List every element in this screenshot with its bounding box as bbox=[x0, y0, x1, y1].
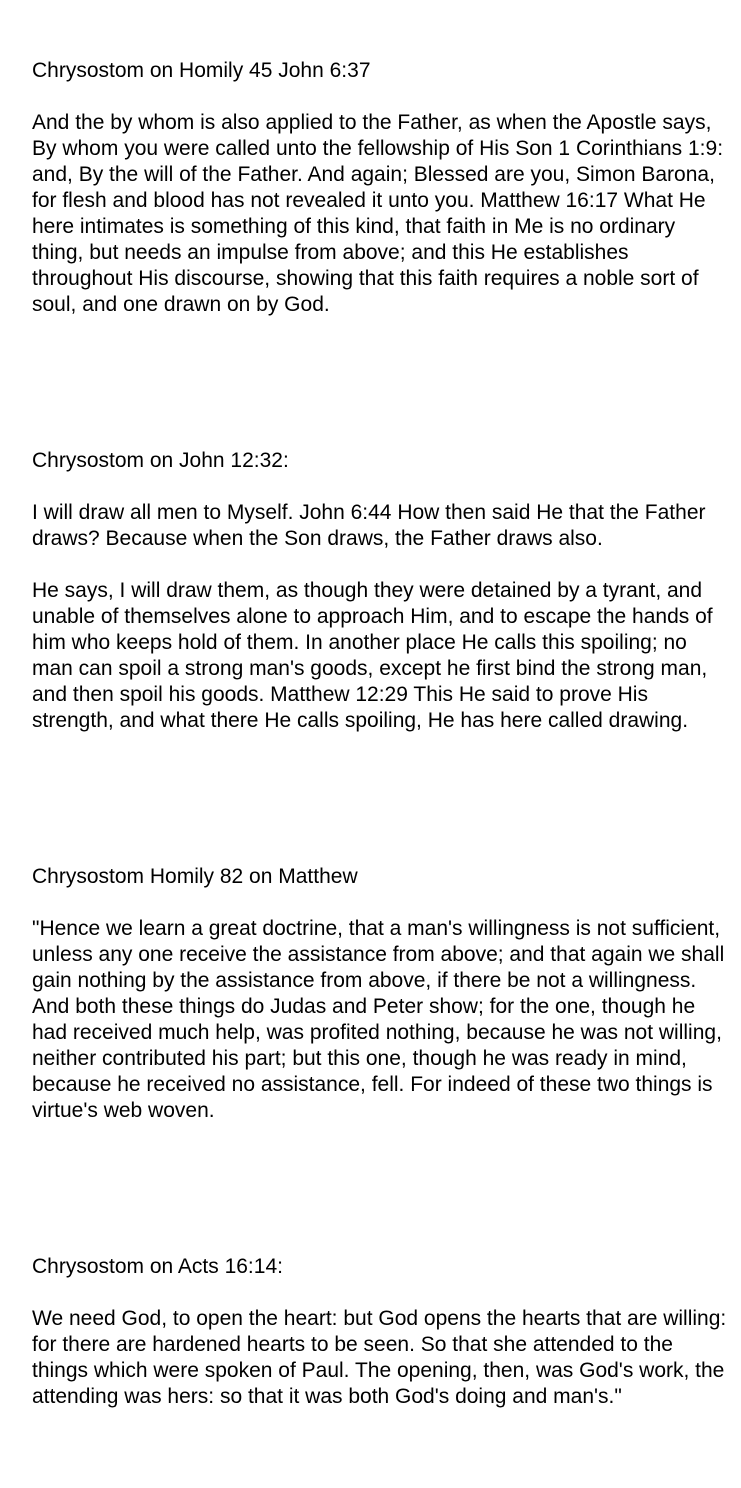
section-heading: Chrysostom on Acts 16:14: bbox=[32, 1255, 283, 1278]
document-body bbox=[32, 6, 727, 1488]
section-homily-82-matthew bbox=[32, 838, 727, 1150]
paragraph: He says, I will draw them, as though they were detained by a tyrant, and unable of themselves alone to approach Him, and to escape the hands of him who keeps hold of them. In another place He calls this spoiling; no man can spoil a strong man's goods, except he first bind the strong man, and then spoil his goods. Matthew 12:29 This He said to prove His strength, and what there He calls spoiling, He has here called drawing. bbox=[32, 579, 713, 732]
paragraph: We need God, to open the heart: but God opens the hearts that are willing: for there are hardened hearts to be seen. So that she attended to the things which were spoken of Paul. The opening, then, was God's work, the attending was hers: so that it was both God's doing and man's." bbox=[32, 1307, 727, 1408]
paragraph: And the by whom is also applied to the Father, as when the Apostle says, By whom you were called unto the fellowship of His Son 1 Corinthians 1:9: and, By the will of the Father. And again; Blessed are you, Simon Barona, for flesh and blood has not revealed it unto you. Matthew 16:17 What He here intimates is something of this kind, that faith in Me is no ordinary thing, but needs an impulse from above; and this He establishes throughout His discourse, showing that this faith requires a noble sort of soul, and one drawn on by God. bbox=[32, 111, 724, 316]
section-heading: Chrysostom on John 12:32: bbox=[32, 449, 289, 472]
section-homily-45-john bbox=[32, 32, 727, 344]
section-heading: Chrysostom Homily 82 on Matthew bbox=[32, 865, 358, 888]
paragraph: "Hence we learn a great doctrine, that a man's willingness is not sufficient, unless any one receive the assistance from above; and that again we shall gain nothing by the assistance from above, if there be not a willingness. And both these things do Judas and Peter show; for the one, though he had received much help, was profited nothing, because he was not willing, neither contributed his part; but this one, though he was ready in mind, because he received no assistance, fell. For indeed of these two things is virtue's web woven. bbox=[32, 917, 725, 1122]
section-john-12-32 bbox=[32, 422, 727, 760]
section-acts-16-14 bbox=[32, 1228, 727, 1436]
section-heading: Chrysostom on Homily 45 John 6:37 bbox=[32, 59, 371, 82]
paragraph: I will draw all men to Myself. John 6:44 How then said He that the Father draws? Because when the Son draws, the Father draws also. bbox=[32, 501, 706, 550]
